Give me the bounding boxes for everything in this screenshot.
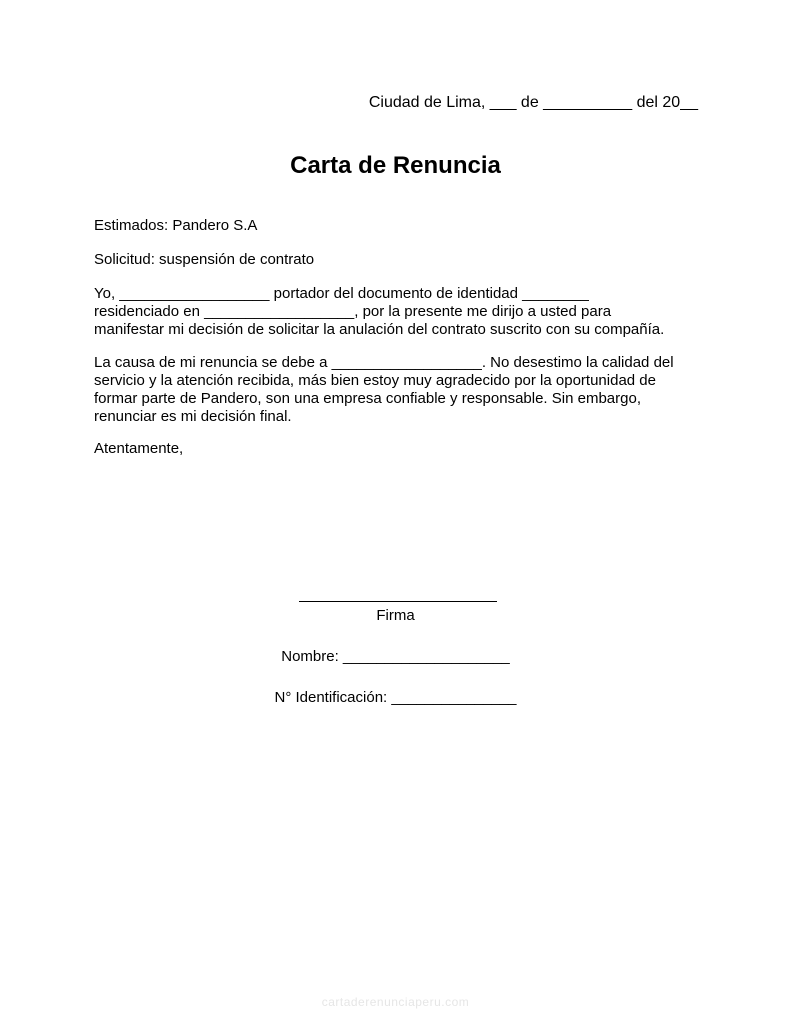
signature-line — [299, 601, 497, 602]
paragraph-line: servicio y la atención recibida, más bien estoy muy agradecido por la oportunidad de — [94, 372, 656, 389]
watermark: cartaderenunciaperu.com — [321, 995, 470, 1009]
paragraph-line: renunciar es mi decisión final. — [94, 408, 292, 425]
paragraph-line: residenciado en __________________, por la presente me dirijo a usted para — [94, 303, 612, 320]
paragraph-identity — [94, 285, 714, 339]
paragraph-line: manifestar mi decisión de solicitar la anulación del contrato suscrito con su compañía. — [94, 321, 665, 338]
paragraph-line: La causa de mi renuncia se debe a __________________. No desestimo la calidad del — [94, 354, 674, 371]
id-line: N° Identificación: _______________ — [274, 689, 517, 706]
letter-title: Carta de Renuncia — [290, 152, 501, 179]
date-line: Ciudad de Lima, ___ de __________ del 20__ — [368, 94, 698, 111]
recipient-line: Estimados: Pandero S.A — [94, 217, 258, 234]
paragraph-line: formar parte de Pandero, son una empresa confiable y responsable. Sin embargo, — [94, 390, 641, 407]
closing-line: Atentamente, — [94, 440, 184, 457]
request-line: Solicitud: suspensión de contrato — [94, 251, 315, 268]
paragraph-reason — [94, 354, 714, 426]
name-line: Nombre: ____________________ — [281, 648, 510, 665]
paragraph-line: Yo, __________________ portador del documento de identidad ________ — [94, 285, 589, 302]
signature-label: Firma — [376, 607, 415, 624]
